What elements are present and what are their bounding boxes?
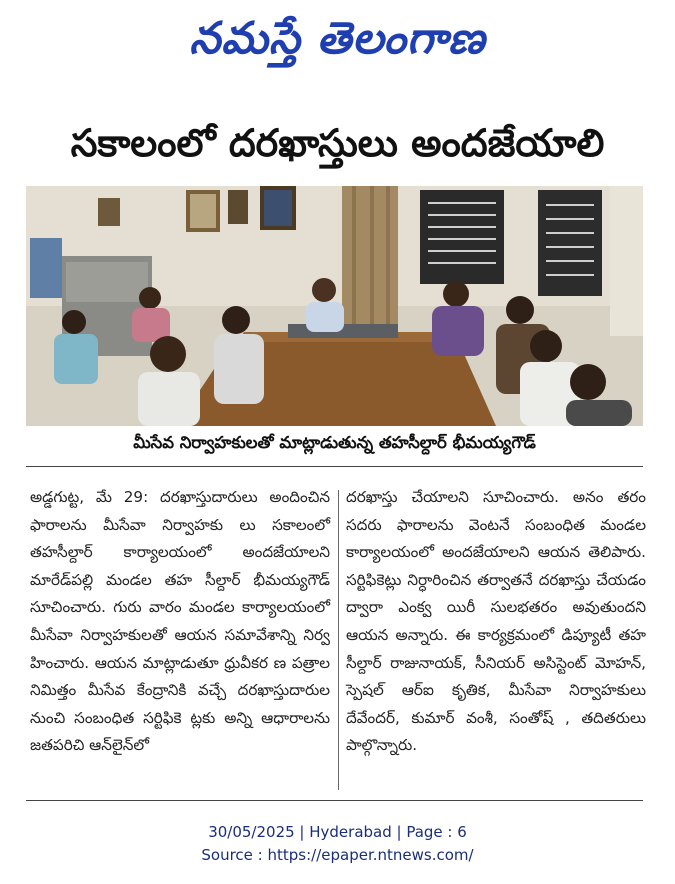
footer-dateline: 30/05/2025 | Hyderabad | Page : 6 — [208, 823, 467, 841]
article-photo — [26, 186, 643, 426]
article-column-right — [346, 484, 646, 760]
caption-rule — [26, 466, 643, 467]
article-body-right: దరఖాస్తు చేయాలని సూచించారు. అనం తరం సదరు ఫారాలను వెంటనే సంబంధిత మండల కార్యాలయంలో అందజేయాలని ఆయన తెలిపారు. సర్టిఫికెట్లు నిర్ధారించిన తర్వాతనే దరఖాస్తు చేయడం ద్వారా ఎంక్వ యిరీ సులభతరం అవుతుందని ఆయన అన్నారు. ఈ కార్యక్రమంలో డిప్యూటీ తహ సీల్దార్ రాజునాయక్, సీనియర్ అసిస్టెంట్ మోహన్, స్పెషల్ ఆర్ఐ కృతిక, మీసేవా నిర్వాహకులు దేవేందర్, కుమార్ వంశీ, సంతోష్ , తదితరులు పాల్గొన్నారు. — [346, 488, 646, 755]
article-column-left — [30, 484, 330, 760]
article-body-left: అడ్డగుట్ట, మే 29: దరఖాస్తుదారులు అందించిన ఫారాలను మీసేవా నిర్వాహకు లు సకాలంలో తహసీల్దార్ కార్యాలయంలో అందజేయాలని మారేడ్‌పల్లి మండల తహ సీల్దార్ భీమయ్యగౌడ్ సూచించారు. గురు వారం మండల కార్యాలయంలో మీసేవా నిర్వాహకులతో ఆయన సమావేశాన్ని నిర్వ హించారు. ఆయన మాట్లాడుతూ ధ్రువీకర ణ పత్రాల నిమిత్తం మీసేవ కేంద్రానికి వచ్చే దరఖాస్తుదారుల నుంచి సంబంధిత సర్టిఫికె ట్లకు అన్ని ఆధారాలను జతపరిచి ఆన్‌లైన్‌లో — [30, 488, 330, 755]
photo-caption: మీసేవ నిర్వాహకులతో మాట్లాడుతున్న తహసీల్దార్ భీమయ్యగౌడ్ — [133, 433, 536, 452]
footer-source: Source : https://epaper.ntnews.com/ — [201, 846, 474, 864]
article-headline: సకాలంలో దరఖాస్తులు అందజేయాలి — [70, 121, 605, 165]
meeting-photo-illustration — [26, 186, 643, 426]
newspaper-masthead: నమస్తే తెలంగాణ — [189, 13, 486, 64]
column-divider — [338, 490, 339, 790]
article-end-rule — [26, 800, 643, 801]
